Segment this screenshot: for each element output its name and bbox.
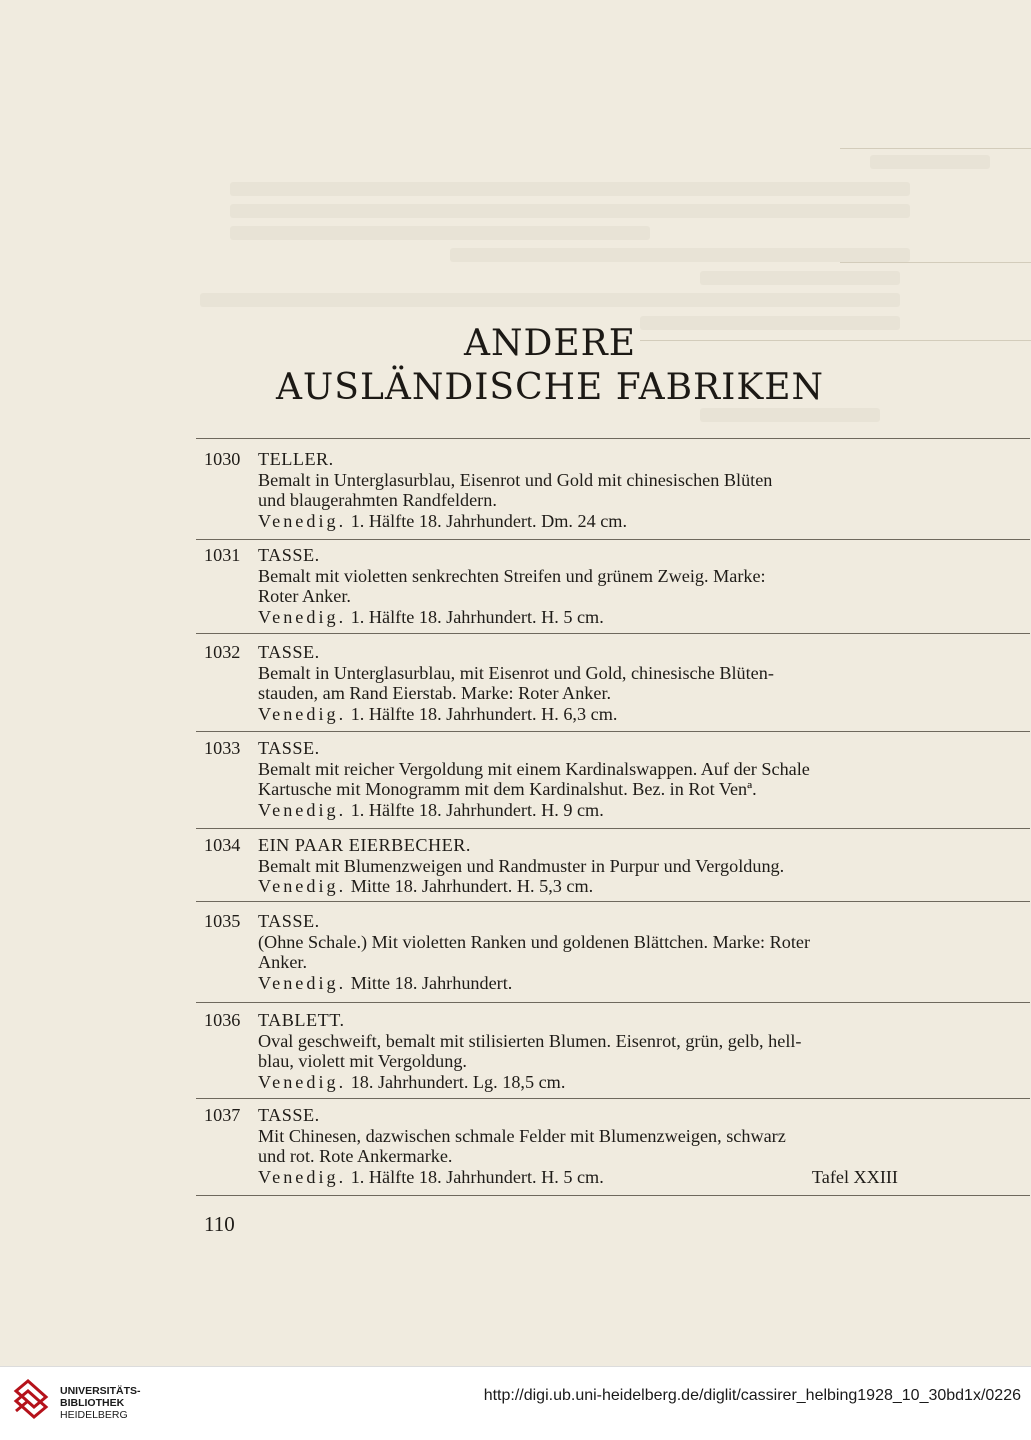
entry-description: Bemalt in Unterglasurblau, mit Eisenrot und Gold, chinesische Blüten- stauden, am Rand Eierstab. Marke: Roter Anker. Venedig. 1. Hälfte 18. Jahrhundert. H. 6,3 cm.: [258, 662, 774, 724]
section-heading-line1: ANDERE: [463, 323, 637, 364]
plate-reference: Tafel XXIII: [811, 1166, 898, 1187]
entry-description: Bemalt mit Blumenzweigen und Randmuster in Purpur und Vergoldung. Venedig. Mitte 18. Jahrhundert. H. 5,3 cm.: [258, 855, 785, 896]
entry-divider: [196, 901, 1030, 902]
entry-origin: Venedig.: [258, 510, 347, 531]
entry-divider: [196, 828, 1030, 829]
entry-number: 1037: [204, 1105, 241, 1125]
entry-origin: Venedig.: [258, 1071, 347, 1092]
entry-number: 1032: [204, 642, 241, 662]
entry-description: Oval geschweift, bemalt mit stilisierten Blumen. Eisenrot, grün, gelb, hell- blau, violett mit Vergoldung. Venedig. 18. Jahrhundert. Lg. 18,5 cm.: [258, 1030, 802, 1092]
entry-description: Bemalt mit violetten senkrechten Streifen und grünem Zweig. Marke: Roter Anker. Venedig. 1. Hälfte 18. Jahrhundert. H. 5 cm.: [258, 565, 766, 627]
entry-number: 1033: [204, 738, 241, 758]
section-heading-line2: AUSLÄNDISCHE FABRIKEN: [275, 367, 825, 408]
entry-number: 1034: [204, 835, 241, 855]
entry-date: Mitte 18. Jahrhundert.: [350, 972, 513, 993]
entry-date: 18. Jahrhundert. Lg. 18,5 cm.: [350, 1071, 566, 1092]
entry-title: TASSE.: [258, 738, 320, 758]
entry-origin: Venedig.: [258, 876, 347, 896]
entry-title: TASSE.: [258, 545, 320, 565]
entry-divider: [196, 438, 1030, 439]
entry-title: EIN PAAR EIERBECHER.: [258, 835, 471, 855]
entry-number: 1036: [204, 1010, 241, 1030]
university-library-logo-icon[interactable]: [12, 1377, 52, 1421]
entry-title: TASSE.: [258, 911, 320, 931]
entry-description: Bemalt mit reicher Vergoldung mit einem Kardinalswappen. Auf der Schale Kartusche mit Monogramm mit dem Kardinalshut. Bez. in Rot Venª. Venedig. 1. Hälfte 18. Jahrhundert. H. 9 cm.: [258, 758, 810, 820]
permalink-url[interactable]: http://digi.ub.uni-heidelberg.de/diglit/cassirer_helbing1928_10_30bd1x/0226: [483, 1387, 1021, 1404]
entry-title: TASSE.: [258, 642, 320, 662]
entry-date: 1. Hälfte 18. Jahrhundert. H. 6,3 cm.: [350, 703, 618, 724]
entry-number: 1030: [204, 449, 241, 469]
entry-divider: [196, 633, 1030, 634]
entry-description: Bemalt in Unterglasurblau, Eisenrot und Gold mit chinesischen Blüten und blaugerahmten Randfeldern. Venedig. 1. Hälfte 18. Jahrhundert. Dm. 24 cm.: [258, 469, 773, 531]
entry-origin: Venedig.: [258, 799, 347, 820]
entry-date: 1. Hälfte 18. Jahrhundert. Dm. 24 cm.: [350, 510, 627, 531]
page-number: 110: [204, 1212, 235, 1236]
entry-divider: [196, 539, 1030, 540]
entry-description: Mit Chinesen, dazwischen schmale Felder mit Blumenzweigen, schwarz und rot. Rote Ankermarke. Venedig. 1. Hälfte 18. Jahrhundert. H. 5 cm. Tafel XXIII: [258, 1125, 898, 1187]
entry-date: Mitte 18. Jahrhundert. H. 5,3 cm.: [350, 876, 594, 896]
entry-number: 1035: [204, 911, 241, 931]
entry-date: 1. Hälfte 18. Jahrhundert. H. 5 cm.: [350, 606, 604, 627]
entry-date: 1. Hälfte 18. Jahrhundert. H. 9 cm.: [350, 799, 604, 820]
entry-number: 1031: [204, 545, 241, 565]
entry-divider: [196, 1098, 1030, 1099]
entry-origin: Venedig.: [258, 703, 347, 724]
entry-divider: [196, 1195, 1030, 1196]
entry-description: (Ohne Schale.) Mit violetten Ranken und goldenen Blättchen. Marke: Roter Anker. Venedig. Mitte 18. Jahrhundert.: [258, 931, 811, 993]
entry-divider: [196, 731, 1030, 732]
entry-date: 1. Hälfte 18. Jahrhundert. H. 5 cm.: [350, 1166, 604, 1187]
entry-title: TASSE.: [258, 1105, 320, 1125]
entry-origin: Venedig.: [258, 1166, 347, 1187]
entry-divider: [196, 1002, 1030, 1003]
entry-origin: Venedig.: [258, 606, 347, 627]
entry-title: TELLER.: [258, 449, 334, 469]
viewer-footer: [0, 1366, 1031, 1440]
entry-origin: Venedig.: [258, 972, 347, 993]
library-name[interactable]: UNIVERSITÄTS- BIBLIOTHEK HEIDELBERG: [60, 1385, 141, 1421]
entry-title: TABLETT.: [258, 1010, 345, 1030]
